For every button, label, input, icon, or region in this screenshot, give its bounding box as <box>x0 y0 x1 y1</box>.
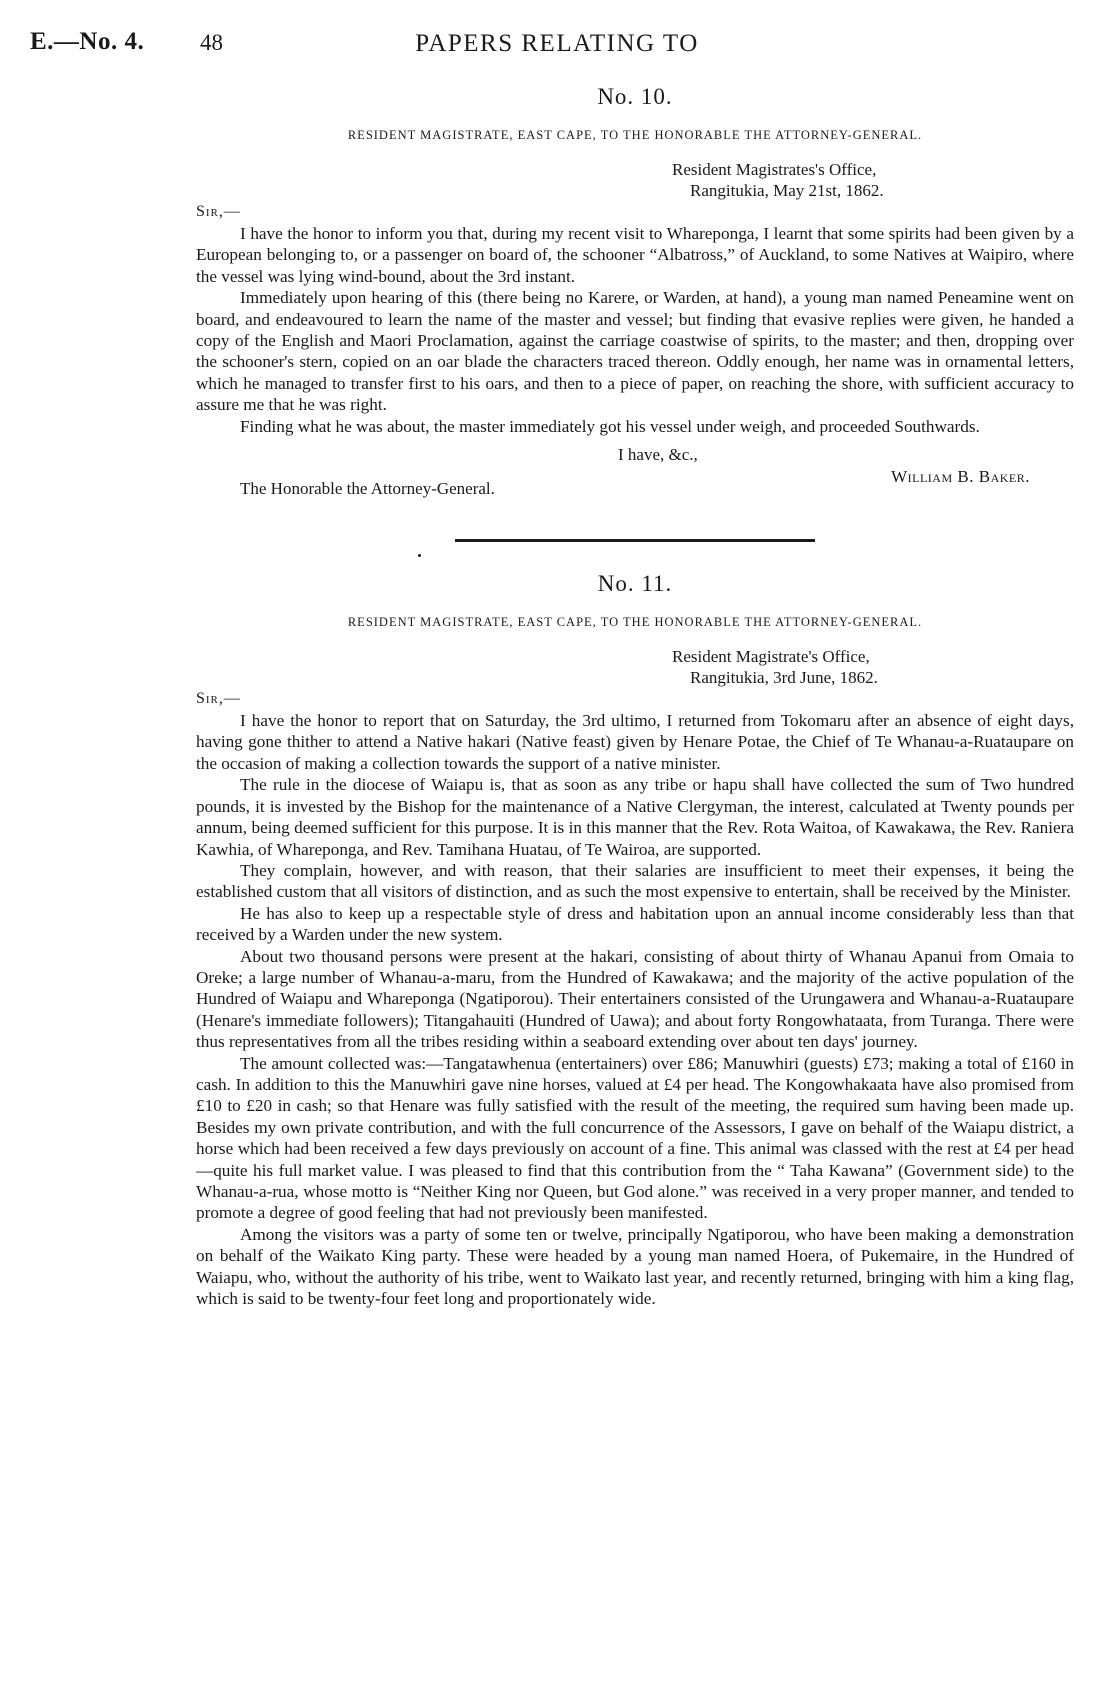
paragraph: I have the honor to inform you that, during my recent visit to Whareponga, I learnt that some spirits had been given by a European belonging to, or a passenger on board of, the schooner “Albatross,” of Auckland, to some Natives at Waipiro, where the vessel was lying wind-bound, about the 3rd instant. <box>196 224 1074 286</box>
salutation: Sir,— <box>196 203 241 220</box>
paragraph: Among the visitors was a party of some ten or twelve, principally Ngatiporou, who have been making a demonstration on behalf of the Waikato King party. These were headed by a young man named Hoera, of Pukemaire, in the Hundred of Waiapu, who, without the authority of his tribe, went to Waikato last year, and recently returned, bringing with him a king flag, which is said to be twenty-four feet long and proportionately wide. <box>196 1224 1074 1309</box>
address-line-2: Rangitukia, 3rd June, 1862. <box>690 668 878 688</box>
paragraph: The rule in the diocese of Waiapu is, that as soon as any tribe or hapu shall have collected the sum of Two hundred pounds, it is invested by the Bishop for the maintenance of a Native Clergyman, the interest, calculated at Twenty pounds per annum, being deemed sufficient for this purpose. It is in this manner that the Rev. Rota Waitoa, of Kawakawa, the Rev. Raniera Kawhia, of Whareponga, and Rev. Tamihana Huatau, of Te Wairoa, are supported. <box>196 775 1074 859</box>
paragraph: The amount collected was:—Tangatawhenua (entertainers) over £86; Manuwhiri (guests) £73; making a total of £160 in cash. In addition to this the Manuwhiri gave nine horses, valued at £4 per head. The Kongowhakaata have also promised from £10 to £20 in cash; so that Henare was fully satisfied with the result of the meeting, the required sum having been made up. Besides my own private contribution, and with the full concurrence of the Assessors, I gave on behalf of the Waiapu district, a horse which had been received a few days previously on account of a fine. This animal was classed with the rest at £4 per head—quite his full market value. I was pleased to find that this contribution from the “ Taha Kawana” (Government side) to the Whanau-a-rua, whose motto is “Neither King nor Queen, but God alone.” was received in a very proper manner, and tended to promote a degree of good feeling that had not previously been manifested. <box>196 1053 1074 1223</box>
address-line-1: Resident Magistrates's Office, <box>672 160 877 179</box>
running-header <box>0 28 1114 68</box>
letter-heading: RESIDENT MAGISTRATE, EAST CAPE, TO THE HONORABLE THE ATTORNEY-GENERAL. <box>347 128 923 142</box>
paragraph: About two thousand persons were present at the hakari, consisting of about thirty of Whanau Apanui from Omaia to Oreke; a large number of Whanau-a-maru, from the Hundred of Kawakawa; and the majority of the active population of the Hundred of Waiapu and Whareponga (Ngatiporou). Their entertainers consisted of the Urungawera and Whanau-a-Ruataupare (Henare's immediate followers); Titangahauiti (Hundred of Uawa); and about forty Rongowhataata, from Turanga. There were thus representatives from all the tribes residing within a seaboard extending over about ten days' journey. <box>196 946 1074 1052</box>
address-line-2: Rangitukia, May 21st, 1862. <box>690 181 884 200</box>
paragraph: They complain, however, and with reason, that their salaries are insufficient to meet their expenses, it being the established custom that all visitors of distinction, and as such the most expensive to entertain, shall be received by the Minister. <box>196 860 1074 902</box>
letter-number: No. 10. <box>597 84 673 109</box>
section-divider <box>455 539 815 542</box>
document-reference: E.—No. 4. <box>30 28 145 55</box>
page-body <box>196 84 1074 1309</box>
page-number: 48 <box>200 30 223 55</box>
signature: William B. Baker. <box>891 467 1030 487</box>
signature-block <box>196 467 1074 497</box>
paragraph: Immediately upon hearing of this (there being no Karere, or Warden, at hand), a young man named Peneamine went on board, and endeavoured to learn the name of the master and vessel; but finding that evasive replies were given, he handed a copy of the English and Maori Proclamation, against the carriage coastwise of spirits, to the master; and then, dropping over the schooner's stern, copied on an oar blade the characters traced thereon. Oddly enough, her name was in ornamental letters, which he managed to transfer first to his oars, and then to a piece of paper, on reaching the shore, with sufficient accuracy to assure me that he was right. <box>196 288 1074 415</box>
paragraph: He has also to keep up a respectable style of dress and habitation upon an annual income considerably less than that received by a Warden under the new system. <box>196 903 1074 945</box>
sender-address <box>196 159 1074 201</box>
address-line-1: Resident Magistrate's Office, <box>672 647 870 667</box>
salutation: Sir,— <box>196 690 241 708</box>
closing: I have, &c., <box>618 445 698 465</box>
letter-number: No. 11. <box>597 571 673 597</box>
addressee: The Honorable the Attorney-General. <box>240 479 495 499</box>
paragraph: I have the honor to report that on Saturday, the 3rd ultimo, I returned from Tokomaru after an absence of eight days, having gone thither to attend a Native hakari (Native feast) given by Henare Potae, the Chief of Te Whanau-a-Ruataupare on the occasion of making a collection towards the support of a native minister. <box>196 711 1074 773</box>
letter-no-10 <box>196 84 1074 497</box>
letter-no-11 <box>196 571 1074 1309</box>
paragraph: Finding what he was about, the master immediately got his vessel under weigh, and proceeded Southwards. <box>240 416 980 436</box>
letter-heading: RESIDENT MAGISTRATE, EAST CAPE, TO THE HONORABLE THE ATTORNEY-GENERAL. <box>347 615 923 630</box>
sender-address <box>196 646 1074 688</box>
running-title: PAPERS RELATING TO <box>415 30 699 57</box>
